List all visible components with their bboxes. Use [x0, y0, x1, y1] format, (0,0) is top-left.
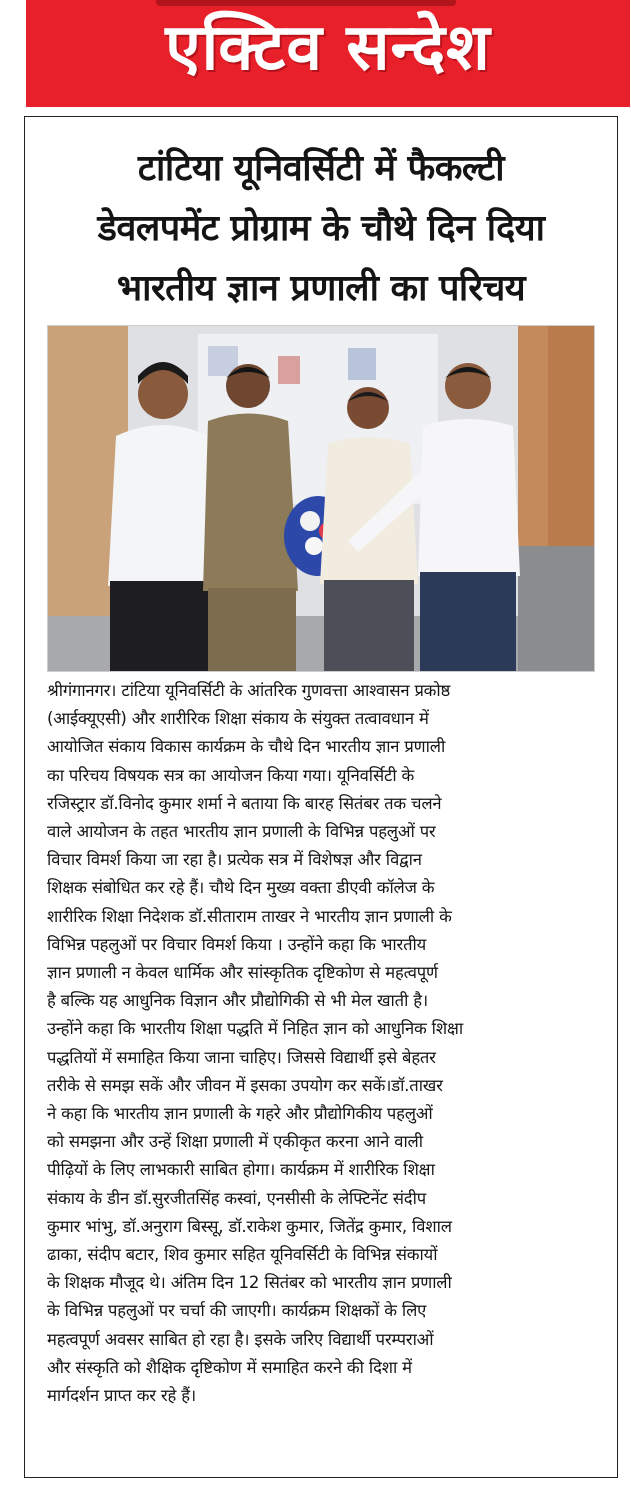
- body-line: आयोजित संकाय विकास कार्यक्रम के चौथे दिन भारतीय ज्ञान प्रणाली: [47, 737, 446, 757]
- body-line: संकाय के डीन डॉ.सुरजीतसिंह कस्वां, एनसीसी के लेफ्टिनेंट संदीप: [47, 1188, 426, 1208]
- body-line: महत्वपूर्ण अवसर साबित हो रहा है। इसके जरिए विद्यार्थी परम्पराओं: [47, 1329, 434, 1349]
- body-line: है बल्कि यह आधुनिक विज्ञान और प्रौद्योगिकी से भी मेल खाती है।: [47, 991, 428, 1011]
- body-line: शिक्षक संबोधित कर रहे हैं। चौथे दिन मुख्य वक्ता डीएवी कॉलेज के: [47, 878, 435, 898]
- newspaper-masthead: [26, 0, 630, 107]
- body-line: विभिन्न पहलुओं पर विचार विमर्श किया । उन्होंने कहा कि भारतीय: [47, 934, 427, 954]
- body-line: तरीके से समझ सकें और जीवन में इसका उपयोग कर सकें।डॉ.ताखर: [47, 1075, 443, 1095]
- body-line: ज्ञान प्रणाली न केवल धार्मिक और सांस्कृतिक दृष्टिकोण से महत्वपूर्ण: [47, 963, 438, 983]
- body-line: पद्धतियों में समाहित किया जाना चाहिए। जिससे विद्यार्थी इसे बेहतर: [47, 1047, 436, 1067]
- body-line: पीढ़ियों के लिए लाभकारी साबित होगा। कार्यक्रम में शारीरिक शिक्षा: [47, 1160, 435, 1180]
- body-line: वाले आयोजन के तहत भारतीय ज्ञान प्रणाली के विभिन्न पहलुओं पर: [47, 822, 436, 842]
- body-line: ने कहा कि भारतीय ज्ञान प्रणाली के गहरे और प्रौद्योगिकीय पहलुओं: [47, 1104, 433, 1124]
- body-line: रजिस्ट्रार डॉ.विनोद कुमार शर्मा ने बताया कि बारह सितंबर तक चलने: [47, 793, 442, 813]
- body-line: विचार विमर्श किया जा रहा है। प्रत्येक सत्र में विशेषज्ञ और विद्वान: [47, 850, 422, 870]
- news-article: [24, 116, 618, 1478]
- photo-illustration: [48, 326, 595, 672]
- article-headline: [35, 139, 607, 319]
- headline-line: भारतीय ज्ञान प्रणाली का परिचय: [116, 268, 526, 309]
- body-line: उन्होंने कहा कि भारतीय शिक्षा पद्धति में निहित ज्ञान को आधुनिक शिक्षा: [47, 1019, 464, 1039]
- body-line: के शिक्षक मौजूद थे। अंतिम दिन 12 सितंबर को भारतीय ज्ञान प्रणाली: [47, 1273, 452, 1293]
- body-line: का परिचय विषयक सत्र का आयोजन किया गया। यूनिवर्सिटी के: [47, 765, 415, 785]
- article-photo: [47, 325, 595, 672]
- body-line: (आईक्यूएसी) और शारीरिक शिक्षा संकाय के संयुक्त तत्वावधान में: [47, 709, 429, 729]
- body-line: शारीरिक शिक्षा निदेशक डॉ.सीताराम ताखर ने भारतीय ज्ञान प्रणाली के: [47, 906, 452, 926]
- article-body: [47, 677, 597, 1410]
- masthead-title: एक्टिव सन्देश: [165, 11, 491, 85]
- body-line: कुमार भांभु, डॉ.अनुराग बिस्सू, डॉ.राकेश कुमार, जितेंद्र कुमार, विशाल: [47, 1216, 452, 1236]
- body-line: और संस्कृति को शैक्षिक दृष्टिकोण में समाहित करने की दिशा में: [47, 1357, 412, 1377]
- body-line: को समझना और उन्हें शिक्षा प्रणाली में एकीकृत करना आने वाली: [47, 1132, 423, 1152]
- headline-line: डेवलपमेंट प्रोग्राम के चौथे दिन दिया: [97, 208, 545, 249]
- masthead-top-strip: [156, 0, 456, 6]
- body-line: मार्गदर्शन प्राप्त कर रहे हैं।: [47, 1386, 196, 1406]
- body-line: श्रीगंगानगर। टांटिया यूनिवर्सिटी के आंतरिक गुणवत्ता आश्वासन प्रकोष्ठ: [47, 681, 451, 700]
- body-line: के विभिन्न पहलुओं पर चर्चा की जाएगी। कार्यक्रम शिक्षकों के लिए: [47, 1301, 427, 1321]
- body-line: ढाका, संदीप बटार, शिव कुमार सहित यूनिवर्सिटी के विभिन्न संकायों: [47, 1245, 438, 1265]
- headline-line: टांटिया यूनिवर्सिटी में फैकल्टी: [137, 148, 505, 189]
